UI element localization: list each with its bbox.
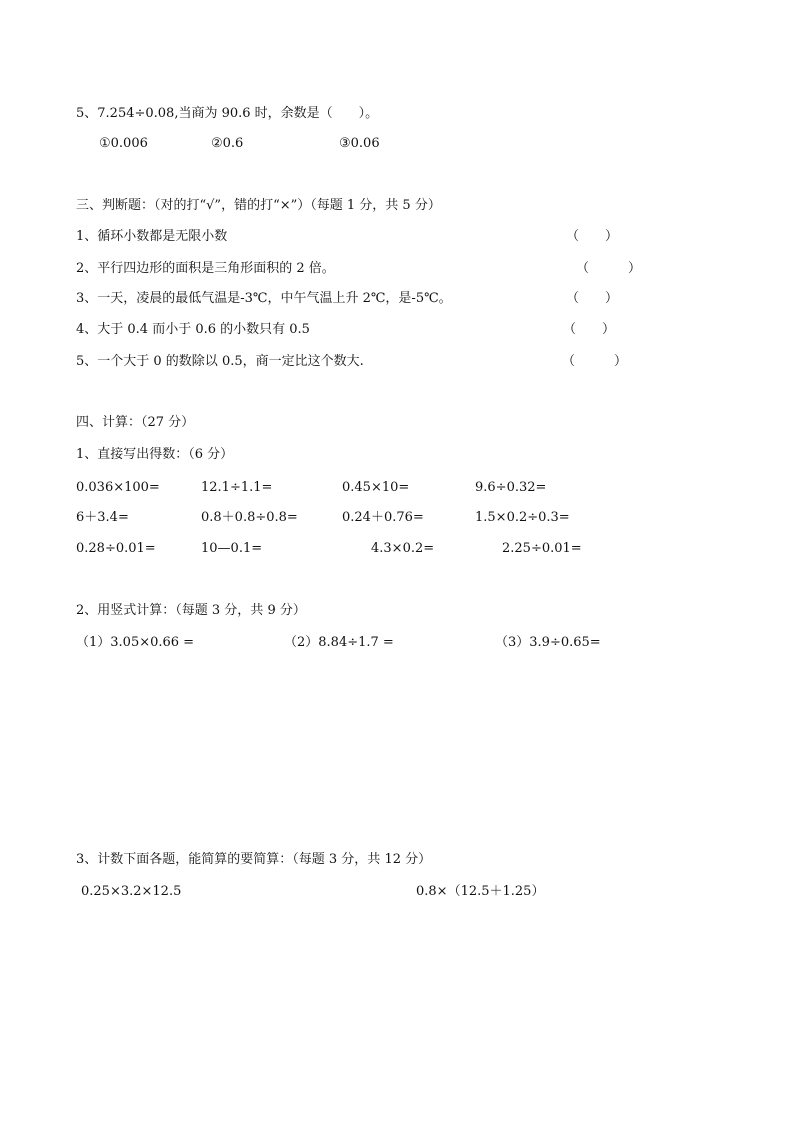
option-3: ③0.06	[339, 136, 380, 151]
judge-item-2: 2、平行四边形的面积是三角形面积的 2 倍。	[76, 261, 335, 276]
judge-item-1: 1、循环小数都是无限小数	[76, 229, 228, 244]
question-5: 5、7.254÷0.08,当商为 90.6 时，余数是（ ）。	[76, 106, 379, 121]
judge-item-5: 5、一个大于 0 的数除以 0.5，商一定比这个数大.	[76, 354, 364, 369]
judge-bracket-5[interactable]: （ ）	[562, 354, 628, 369]
direct-cell: 6＋3.4=	[76, 510, 129, 525]
vertical-item-3: （3）3.9÷0.65=	[495, 635, 601, 650]
option-2: ②0.6	[211, 136, 244, 151]
judge-bracket-3[interactable]: （ ）	[566, 291, 619, 306]
direct-cell: 2.25÷0.01=	[502, 541, 582, 556]
direct-cell: 0.45×10=	[342, 480, 410, 495]
simplify-heading: 3、计数下面各题，能简算的要简算：（每题 3 分，共 12 分）	[76, 852, 432, 867]
direct-cell: 9.6÷0.32=	[475, 480, 547, 495]
simplify-item-1: 0.25×3.2×12.5	[81, 884, 182, 899]
direct-cell: 1.5×0.2÷0.3=	[475, 510, 570, 525]
judge-bracket-1[interactable]: （ ）	[566, 229, 619, 244]
direct-heading: 1、直接写出得数：（6 分）	[76, 447, 234, 462]
option-1: ①0.006	[99, 136, 148, 151]
judge-heading: 三、判断题：（对的打“√”，错的打“×”）（每题 1 分，共 5 分）	[76, 198, 441, 213]
direct-cell: 4.3×0.2=	[371, 541, 435, 556]
calc-heading: 四、计算：（27 分）	[76, 415, 195, 430]
vertical-heading: 2、用竖式计算：（每题 3 分，共 9 分）	[76, 603, 306, 618]
direct-cell: 0.24＋0.76=	[342, 510, 424, 525]
judge-bracket-4[interactable]: （ ）	[563, 322, 616, 337]
direct-cell: 0.8＋0.8÷0.8=	[201, 510, 298, 525]
vertical-item-1: （1）3.05×0.66 =	[76, 635, 195, 650]
direct-cell: 0.28÷0.01=	[76, 541, 156, 556]
simplify-item-2: 0.8×（12.5＋1.25）	[416, 884, 545, 899]
judge-item-4: 4、大于 0.4 而小于 0.6 的小数只有 0.5	[76, 322, 310, 337]
judge-bracket-2[interactable]: （ ）	[576, 261, 642, 276]
direct-cell: 12.1÷1.1=	[201, 480, 273, 495]
direct-cell: 0.036×100=	[76, 480, 160, 495]
direct-cell: 10—0.1=	[201, 541, 263, 556]
vertical-item-2: （2）8.84÷1.7 =	[284, 635, 394, 650]
judge-item-3: 3、一天，凌晨的最低气温是-3℃，中午气温上升 2℃，是-5℃。	[76, 291, 452, 306]
